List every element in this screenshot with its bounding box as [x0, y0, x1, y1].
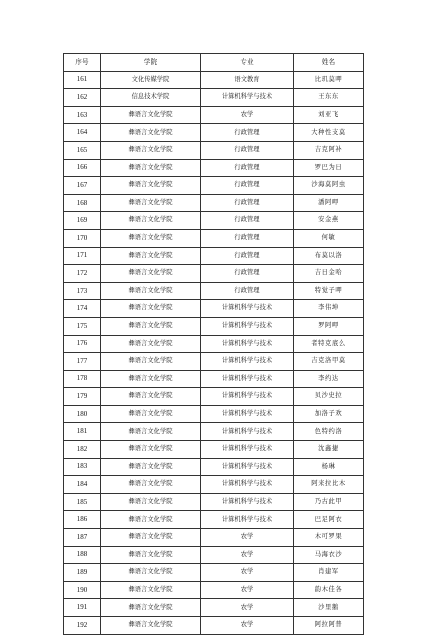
cell-school: 彝语言文化学院 — [101, 159, 201, 177]
cell-seq: 163 — [64, 106, 101, 124]
cell-school: 信息技术学院 — [101, 89, 201, 107]
cell-name: 李约达 — [294, 370, 364, 388]
table-row — [64, 423, 364, 441]
cell-school: 彝语言文化学院 — [101, 405, 201, 423]
cell-major: 农学 — [201, 546, 294, 564]
cell-major: 计算机科学与技术 — [201, 353, 294, 371]
header-row — [64, 54, 364, 72]
table-row — [64, 282, 364, 300]
table-row — [64, 581, 364, 599]
cell-name: 沙里鹅 — [294, 599, 364, 617]
cell-name: 潘阿呷 — [294, 194, 364, 212]
cell-name: 何敏 — [294, 229, 364, 247]
cell-school: 彝语言文化学院 — [101, 423, 201, 441]
table-header — [64, 54, 364, 72]
cell-seq: 190 — [64, 581, 101, 599]
cell-seq: 180 — [64, 405, 101, 423]
cell-major: 计算机科学与技术 — [201, 388, 294, 406]
cell-major: 农学 — [201, 106, 294, 124]
cell-seq: 162 — [64, 89, 101, 107]
cell-name: 布莫以洛 — [294, 247, 364, 265]
cell-seq: 187 — [64, 529, 101, 547]
cell-school: 彝语言文化学院 — [101, 247, 201, 265]
cell-seq: 178 — [64, 370, 101, 388]
cell-school: 彝语言文化学院 — [101, 617, 201, 635]
cell-school: 彝语言文化学院 — [101, 564, 201, 582]
cell-major: 行政管理 — [201, 247, 294, 265]
cell-seq: 183 — [64, 458, 101, 476]
cell-seq: 166 — [64, 159, 101, 177]
cell-seq: 192 — [64, 617, 101, 635]
cell-school: 彝语言文化学院 — [101, 300, 201, 318]
cell-school: 彝语言文化学院 — [101, 441, 201, 459]
table-row — [64, 529, 364, 547]
table-body — [64, 71, 364, 634]
header-major: 专业 — [201, 54, 294, 72]
table-row — [64, 247, 364, 265]
table-row — [64, 405, 364, 423]
cell-seq: 172 — [64, 265, 101, 283]
table-row — [64, 141, 364, 159]
cell-seq: 167 — [64, 177, 101, 195]
cell-school: 彝语言文化学院 — [101, 229, 201, 247]
cell-major: 语文教育 — [201, 71, 294, 89]
cell-name: 王东东 — [294, 89, 364, 107]
cell-major: 行政管理 — [201, 159, 294, 177]
table-row — [64, 229, 364, 247]
table-row — [64, 546, 364, 564]
cell-seq: 171 — [64, 247, 101, 265]
cell-name: 加洛子欢 — [294, 405, 364, 423]
cell-major: 农学 — [201, 599, 294, 617]
table-row — [64, 212, 364, 230]
cell-major: 计算机科学与技术 — [201, 405, 294, 423]
table-row — [64, 617, 364, 635]
cell-name: 贝沙史拉 — [294, 388, 364, 406]
table-row — [64, 493, 364, 511]
cell-seq: 179 — [64, 388, 101, 406]
table-row — [64, 564, 364, 582]
cell-name: 色特约洛 — [294, 423, 364, 441]
table-row — [64, 265, 364, 283]
cell-name: 者特克底么 — [294, 335, 364, 353]
cell-name: 杨琳 — [294, 458, 364, 476]
cell-name: 罗阿呷 — [294, 317, 364, 335]
cell-major: 行政管理 — [201, 141, 294, 159]
cell-major: 计算机科学与技术 — [201, 317, 294, 335]
cell-school: 彝语言文化学院 — [101, 265, 201, 283]
cell-major: 行政管理 — [201, 265, 294, 283]
cell-school: 彝语言文化学院 — [101, 282, 201, 300]
cell-major: 农学 — [201, 529, 294, 547]
cell-major: 农学 — [201, 581, 294, 599]
cell-name: 吉克洛甲莫 — [294, 353, 364, 371]
cell-school: 彝语言文化学院 — [101, 599, 201, 617]
student-roster-table — [63, 53, 364, 635]
cell-seq: 177 — [64, 353, 101, 371]
cell-school: 文化传媒学院 — [101, 71, 201, 89]
cell-major: 计算机科学与技术 — [201, 458, 294, 476]
table-row — [64, 335, 364, 353]
table-row — [64, 511, 364, 529]
cell-name: 肖建军 — [294, 564, 364, 582]
table-row — [64, 458, 364, 476]
table-row — [64, 124, 364, 142]
cell-major: 行政管理 — [201, 177, 294, 195]
cell-seq: 164 — [64, 124, 101, 142]
header-school: 学院 — [101, 54, 201, 72]
cell-major: 农学 — [201, 564, 294, 582]
cell-seq: 165 — [64, 141, 101, 159]
table-row — [64, 194, 364, 212]
cell-school: 彝语言文化学院 — [101, 212, 201, 230]
cell-major: 行政管理 — [201, 229, 294, 247]
cell-major: 农学 — [201, 617, 294, 635]
cell-name: 韵木佳各 — [294, 581, 364, 599]
cell-seq: 182 — [64, 441, 101, 459]
cell-major: 计算机科学与技术 — [201, 335, 294, 353]
cell-school: 彝语言文化学院 — [101, 141, 201, 159]
cell-major: 行政管理 — [201, 194, 294, 212]
cell-name: 乃古此甲 — [294, 493, 364, 511]
cell-seq: 185 — [64, 493, 101, 511]
cell-seq: 173 — [64, 282, 101, 300]
cell-seq: 181 — [64, 423, 101, 441]
header-seq: 序号 — [64, 54, 101, 72]
cell-seq: 189 — [64, 564, 101, 582]
cell-name: 沙海莫阿虫 — [294, 177, 364, 195]
cell-major: 计算机科学与技术 — [201, 89, 294, 107]
cell-major: 计算机科学与技术 — [201, 493, 294, 511]
cell-name: 比玑莫呷 — [294, 71, 364, 89]
cell-school: 彝语言文化学院 — [101, 124, 201, 142]
table-row — [64, 476, 364, 494]
cell-seq: 168 — [64, 194, 101, 212]
cell-major: 计算机科学与技术 — [201, 476, 294, 494]
table-row — [64, 599, 364, 617]
cell-major: 计算机科学与技术 — [201, 441, 294, 459]
cell-major: 行政管理 — [201, 212, 294, 230]
table-row — [64, 353, 364, 371]
cell-name: 巴足阿衣 — [294, 511, 364, 529]
table-row — [64, 71, 364, 89]
cell-school: 彝语言文化学院 — [101, 546, 201, 564]
cell-name: 大种性支莫 — [294, 124, 364, 142]
cell-name: 罗巴为日 — [294, 159, 364, 177]
cell-seq: 188 — [64, 546, 101, 564]
cell-school: 彝语言文化学院 — [101, 529, 201, 547]
cell-seq: 186 — [64, 511, 101, 529]
cell-school: 彝语言文化学院 — [101, 493, 201, 511]
cell-major: 计算机科学与技术 — [201, 300, 294, 318]
cell-name: 特觉子呷 — [294, 282, 364, 300]
cell-seq: 169 — [64, 212, 101, 230]
cell-seq: 161 — [64, 71, 101, 89]
table-row — [64, 317, 364, 335]
cell-school: 彝语言文化学院 — [101, 581, 201, 599]
cell-name: 沈鑫捷 — [294, 441, 364, 459]
cell-school: 彝语言文化学院 — [101, 476, 201, 494]
table-row — [64, 106, 364, 124]
cell-school: 彝语言文化学院 — [101, 194, 201, 212]
table-row — [64, 177, 364, 195]
cell-major: 计算机科学与技术 — [201, 511, 294, 529]
table-row — [64, 89, 364, 107]
table-row — [64, 388, 364, 406]
cell-school: 彝语言文化学院 — [101, 370, 201, 388]
cell-seq: 191 — [64, 599, 101, 617]
cell-school: 彝语言文化学院 — [101, 511, 201, 529]
cell-name: 安金燕 — [294, 212, 364, 230]
cell-major: 计算机科学与技术 — [201, 423, 294, 441]
cell-seq: 174 — [64, 300, 101, 318]
cell-name: 阿来拉比木 — [294, 476, 364, 494]
cell-school: 彝语言文化学院 — [101, 353, 201, 371]
cell-school: 彝语言文化学院 — [101, 317, 201, 335]
cell-major: 行政管理 — [201, 124, 294, 142]
cell-name: 马海衣沙 — [294, 546, 364, 564]
cell-major: 计算机科学与技术 — [201, 370, 294, 388]
cell-name: 刘亚飞 — [294, 106, 364, 124]
cell-name: 木可罗果 — [294, 529, 364, 547]
cell-school: 彝语言文化学院 — [101, 106, 201, 124]
cell-school: 彝语言文化学院 — [101, 177, 201, 195]
table-row — [64, 441, 364, 459]
cell-major: 行政管理 — [201, 282, 294, 300]
cell-name: 李伟坤 — [294, 300, 364, 318]
cell-seq: 175 — [64, 317, 101, 335]
cell-name: 吉日金哈 — [294, 265, 364, 283]
cell-name: 阿拉阿普 — [294, 617, 364, 635]
header-name: 姓名 — [294, 54, 364, 72]
table-row — [64, 370, 364, 388]
cell-name: 吉克阿补 — [294, 141, 364, 159]
cell-school: 彝语言文化学院 — [101, 335, 201, 353]
cell-school: 彝语言文化学院 — [101, 458, 201, 476]
cell-seq: 170 — [64, 229, 101, 247]
cell-seq: 176 — [64, 335, 101, 353]
cell-school: 彝语言文化学院 — [101, 388, 201, 406]
table-row — [64, 300, 364, 318]
table-row — [64, 159, 364, 177]
cell-seq: 184 — [64, 476, 101, 494]
